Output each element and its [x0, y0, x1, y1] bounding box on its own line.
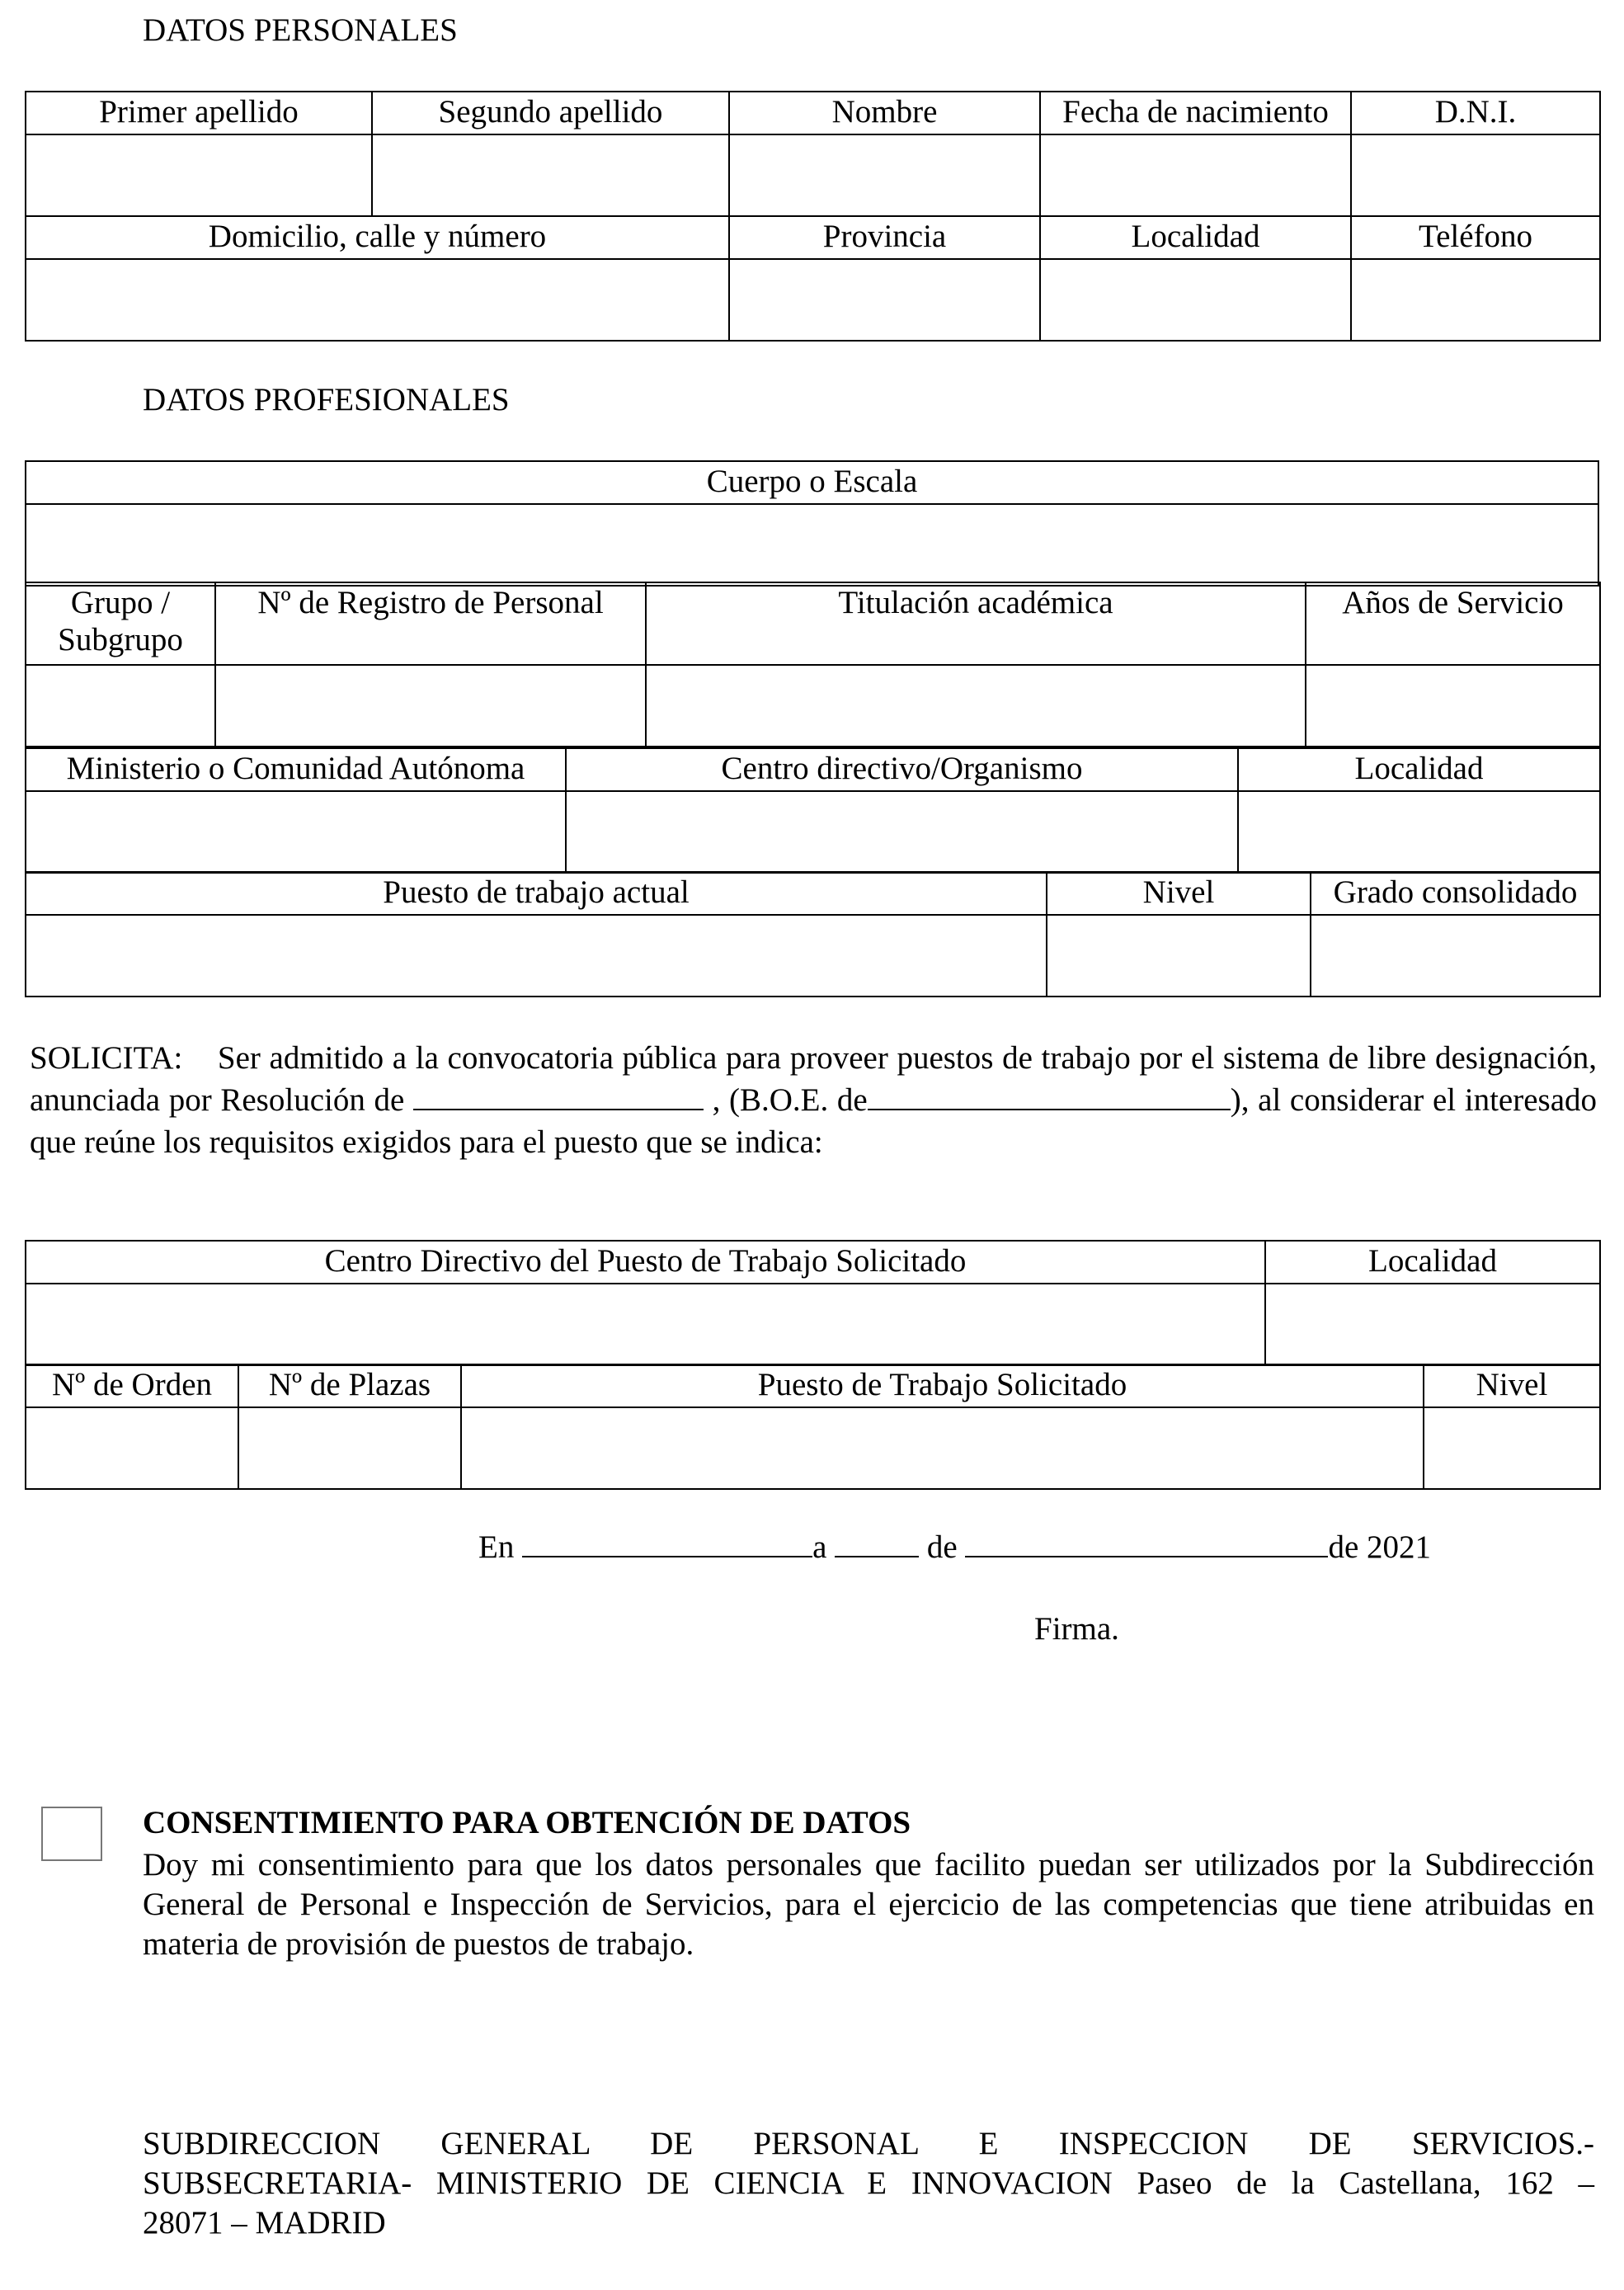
header-anos-servicio: Años de Servicio — [1306, 582, 1600, 665]
personal-data-table — [25, 91, 1601, 342]
field-nivel-solicitado[interactable] — [1424, 1407, 1600, 1489]
consent-title: CONSENTIMIENTO PARA OBTENCIÓN DE DATOS — [143, 1805, 911, 1840]
field-fecha-nacimiento[interactable] — [1040, 134, 1351, 216]
header-cuerpo-escala: Cuerpo o Escala — [26, 461, 1598, 504]
header-titulacion: Titulación académica — [646, 582, 1306, 665]
professional-puesto-table — [25, 871, 1601, 997]
field-localidad[interactable] — [1040, 259, 1351, 341]
field-dni[interactable] — [1351, 134, 1600, 216]
date-line — [478, 1529, 1431, 1567]
field-anos-servicio[interactable] — [1306, 665, 1600, 747]
footer-line-3: 28071 – MADRID — [143, 2205, 386, 2241]
header-dni: D.N.I. — [1351, 92, 1600, 134]
header-primer-apellido: Primer apellido — [26, 92, 372, 134]
date-de: de — [926, 1529, 958, 1565]
header-puesto-solicitado: Puesto de Trabajo Solicitado — [461, 1364, 1424, 1407]
header-nivel-solicitado: Nivel — [1424, 1364, 1600, 1407]
solicita-paragraph — [30, 1037, 1597, 1163]
field-provincia[interactable] — [729, 259, 1040, 341]
header-localidad-prof: Localidad — [1238, 748, 1600, 791]
header-localidad: Localidad — [1040, 216, 1351, 259]
header-ministerio: Ministerio o Comunidad Autónoma — [26, 748, 566, 791]
resolucion-date-blank[interactable] — [413, 1082, 704, 1110]
field-grado-consolidado[interactable] — [1311, 915, 1600, 997]
field-cuerpo-escala[interactable] — [26, 504, 1598, 586]
header-telefono: Teléfono — [1351, 216, 1600, 259]
consent-text: Doy mi consentimiento para que los datos personales que facilito puedan ser utilizados por la Subdirección General de Personal e Inspección de Servicios, para el ejercicio de las competencias que tiene atribuidas en materia de provisión de puestos de trabajo. — [143, 1847, 1594, 1962]
field-numero-plazas[interactable] — [238, 1407, 461, 1489]
field-registro-personal[interactable] — [215, 665, 646, 747]
header-centro-solicitado: Centro Directivo del Puesto de Trabajo Solicitado — [26, 1241, 1265, 1284]
footer-address — [143, 2124, 1594, 2243]
professional-ministerio-table — [25, 747, 1601, 874]
header-grupo-subgrupo: Grupo / Subgrupo — [26, 582, 215, 665]
field-domicilio[interactable] — [26, 259, 729, 341]
solicita-text-3: ), al considerar el interesado que reúne los requisitos exigidos para el puesto que se indica: — [30, 1082, 1597, 1160]
requested-centro-table — [25, 1240, 1601, 1366]
field-nombre[interactable] — [729, 134, 1040, 216]
date-year: de 2021 — [1328, 1529, 1432, 1565]
field-grupo-subgrupo[interactable] — [26, 665, 215, 747]
header-nombre: Nombre — [729, 92, 1040, 134]
header-numero-orden: Nº de Orden — [26, 1364, 238, 1407]
field-localidad-solicitada[interactable] — [1265, 1284, 1600, 1365]
consent-checkbox[interactable] — [41, 1807, 102, 1861]
field-puesto-actual[interactable] — [26, 915, 1047, 997]
solicita-text-2: , (B.O.E. de — [712, 1082, 868, 1118]
field-nivel-actual[interactable] — [1047, 915, 1311, 997]
header-puesto-actual: Puesto de trabajo actual — [26, 872, 1047, 915]
section-title-professional: DATOS PROFESIONALES — [143, 382, 510, 417]
date-en: En — [478, 1529, 515, 1565]
field-numero-orden[interactable] — [26, 1407, 238, 1489]
section-title-personal: DATOS PERSONALES — [143, 12, 458, 48]
header-numero-plazas: Nº de Plazas — [238, 1364, 461, 1407]
solicita-text-1: Ser admitido a la convocatoria pública para proveer puestos de trabajo por el sistema de libre designación, anunciada por Resolución de — [30, 1040, 1598, 1118]
professional-grupo-table — [25, 582, 1601, 747]
header-centro-directivo: Centro directivo/Organismo — [566, 748, 1238, 791]
header-registro-personal: Nº de Registro de Personal — [215, 582, 646, 665]
requested-puesto-table — [25, 1364, 1601, 1490]
day-blank[interactable] — [835, 1529, 919, 1557]
solicita-label: SOLICITA: — [30, 1040, 183, 1076]
header-nivel-actual: Nivel — [1047, 872, 1311, 915]
footer-line-2: SUBSECRETARIA- MINISTERIO DE CIENCIA E INNOVACION Paseo de la Castellana, 162 – — [143, 2165, 1594, 2201]
field-localidad-prof[interactable] — [1238, 791, 1600, 873]
field-primer-apellido[interactable] — [26, 134, 372, 216]
place-blank[interactable] — [522, 1529, 812, 1557]
field-puesto-solicitado[interactable] — [461, 1407, 1424, 1489]
month-blank[interactable] — [965, 1529, 1328, 1557]
field-ministerio[interactable] — [26, 791, 566, 873]
field-segundo-apellido[interactable] — [372, 134, 729, 216]
professional-cuerpo-table — [25, 460, 1599, 587]
date-a: a — [812, 1529, 827, 1565]
field-telefono[interactable] — [1351, 259, 1600, 341]
footer-line-1: SUBDIRECCION GENERAL DE PERSONAL E INSPECCION DE SERVICIOS.- — [143, 2126, 1594, 2161]
field-centro-directivo[interactable] — [566, 791, 1238, 873]
boe-date-blank[interactable] — [868, 1082, 1231, 1110]
header-domicilio: Domicilio, calle y número — [26, 216, 729, 259]
header-grado-consolidado: Grado consolidado — [1311, 872, 1600, 915]
firma-label: Firma. — [1034, 1611, 1119, 1647]
header-provincia: Provincia — [729, 216, 1040, 259]
header-localidad-solicitada: Localidad — [1265, 1241, 1600, 1284]
field-centro-solicitado[interactable] — [26, 1284, 1265, 1365]
header-segundo-apellido: Segundo apellido — [372, 92, 729, 134]
header-fecha-nacimiento: Fecha de nacimiento — [1040, 92, 1351, 134]
field-titulacion[interactable] — [646, 665, 1306, 747]
